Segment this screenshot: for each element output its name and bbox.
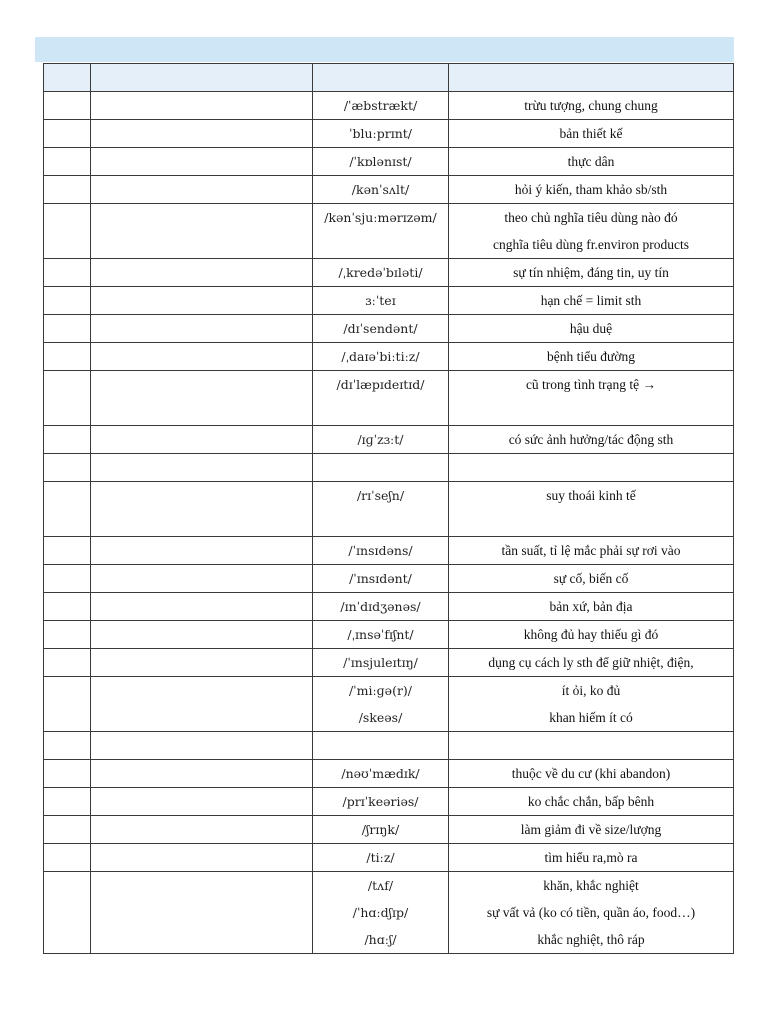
word-cell: [91, 92, 313, 120]
index-cell: [44, 287, 91, 315]
index-cell: [44, 482, 91, 537]
meaning-cell: [449, 816, 734, 844]
word-cell: [91, 343, 313, 371]
meaning-text: dụng cụ cách ly sth để giữ nhiệt, điện,: [488, 655, 694, 670]
table-row: [44, 872, 734, 954]
word-cell: [91, 537, 313, 565]
index-cell: [44, 426, 91, 454]
index-cell: [44, 204, 91, 259]
index-cell: [44, 816, 91, 844]
meaning-cell: [449, 92, 734, 120]
meaning-text: hậu duệ: [569, 321, 613, 336]
ipa-cell: [313, 788, 449, 816]
meaning-text: khan hiếm ít có: [549, 710, 633, 725]
meaning-text: suy thoái kinh tế: [546, 488, 636, 503]
index-cell: [44, 92, 91, 120]
index-cell: [44, 371, 91, 426]
word-cell: [91, 816, 313, 844]
ipa-cell: [313, 816, 449, 844]
index-cell: [44, 844, 91, 872]
meaning-text: [453, 454, 729, 481]
ipa-text: [317, 509, 444, 536]
ipa-cell: [313, 844, 449, 872]
meaning-cell: [449, 677, 734, 732]
ipa-cell: [313, 259, 449, 287]
word-cell: [91, 732, 313, 760]
word-cell: [91, 204, 313, 259]
word-cell: [91, 259, 313, 287]
meaning-text: làm giảm đi về size/lượng: [520, 822, 662, 837]
word-cell: [91, 788, 313, 816]
meaning-cell: [449, 649, 734, 677]
ipa-text: /ˈɪnsɪdənt/: [349, 571, 412, 586]
index-cell: [44, 537, 91, 565]
ipa-text: /skeəs/: [358, 710, 403, 725]
ipa-cell: [313, 343, 449, 371]
index-cell: [44, 872, 91, 954]
meaning-text: [453, 509, 729, 536]
meaning-cell: [449, 148, 734, 176]
index-cell: [44, 454, 91, 482]
index-cell: [44, 565, 91, 593]
header-cell-ipa: [313, 64, 449, 92]
index-cell: [44, 315, 91, 343]
meaning-cell: [449, 204, 734, 259]
meaning-cell: [449, 537, 734, 565]
index-cell: [44, 732, 91, 760]
index-cell: [44, 176, 91, 204]
meaning-cell: [449, 343, 734, 371]
ipa-text: /ˈkɒlənɪst/: [349, 154, 412, 169]
meaning-text: sự vất vả (ko có tiền, quần áo, food…): [486, 905, 696, 920]
table-row: [44, 482, 734, 537]
meaning-cell: [449, 593, 734, 621]
table-row: [44, 732, 734, 760]
ipa-text: [317, 231, 444, 258]
ipa-cell: [313, 204, 449, 259]
word-cell: [91, 593, 313, 621]
word-cell: [91, 426, 313, 454]
meaning-cell: [449, 259, 734, 287]
ipa-text: /hɑːʃ/: [364, 932, 397, 947]
table-row: [44, 426, 734, 454]
word-cell: [91, 677, 313, 732]
meaning-text: hỏi ý kiến, tham khảo sb/sth: [514, 182, 668, 197]
ipa-text: /ˈɪnsɪdəns/: [348, 543, 413, 558]
meaning-cell: [449, 176, 734, 204]
meaning-text: trừu tượng, chung chung: [524, 98, 658, 113]
meaning-text: không đủ hay thiếu gì đó: [523, 627, 659, 642]
meaning-text: [453, 398, 729, 425]
ipa-cell: [313, 677, 449, 732]
ipa-cell: [313, 872, 449, 954]
ipa-text: ɜːˈteɪ: [365, 293, 396, 308]
table-body: [44, 92, 734, 954]
index-cell: [44, 649, 91, 677]
ipa-text: /tʌf/: [367, 878, 394, 893]
meaning-cell: [449, 120, 734, 148]
table-row: [44, 649, 734, 677]
ipa-text: /kənˈsjuːmərɪzəm/: [324, 210, 437, 225]
header-cell-meaning: [449, 64, 734, 92]
word-cell: [91, 371, 313, 426]
index-cell: [44, 120, 91, 148]
ipa-text: /tiːz/: [366, 850, 395, 865]
ipa-cell: [313, 315, 449, 343]
ipa-cell: [313, 732, 449, 760]
meaning-cell: [449, 872, 734, 954]
meaning-text: bản xứ, bản địa: [549, 599, 633, 614]
word-cell: [91, 565, 313, 593]
meaning-cell: [449, 621, 734, 649]
table-header-row: [44, 64, 734, 92]
meaning-cell: [449, 788, 734, 816]
ipa-text: /ˌdaɪəˈbiːtiːz/: [341, 349, 420, 364]
ipa-text: /dɪˈsendənt/: [343, 321, 418, 336]
meaning-cell: [449, 315, 734, 343]
meaning-cell: [449, 844, 734, 872]
table-row: [44, 176, 734, 204]
meaning-cell: [449, 454, 734, 482]
table-row: [44, 204, 734, 259]
table-row: [44, 593, 734, 621]
table-row: [44, 315, 734, 343]
ipa-text: /rɪˈseʃn/: [356, 488, 405, 503]
ipa-text: /ɪnˈdɪdʒənəs/: [340, 599, 421, 614]
table-row: [44, 816, 734, 844]
meaning-text: hạn chế = limit sth: [540, 293, 642, 308]
meaning-text: tìm hiểu ra,mò ra: [544, 850, 638, 865]
meaning-text: cũ trong tình trạng tệ →: [525, 377, 657, 392]
index-cell: [44, 788, 91, 816]
word-cell: [91, 287, 313, 315]
ipa-text: /kənˈsʌlt/: [351, 182, 410, 197]
ipa-text: /dɪˈlæpɪdeɪtɪd/: [336, 377, 425, 392]
meaning-text: có sức ảnh hưởng/tác động sth: [508, 432, 674, 447]
meaning-cell: [449, 371, 734, 426]
meaning-text: sự tín nhiệm, đáng tin, uy tín: [513, 265, 669, 280]
meaning-text: [453, 732, 729, 759]
ipa-cell: [313, 621, 449, 649]
word-cell: [91, 315, 313, 343]
table-row: [44, 565, 734, 593]
index-cell: [44, 148, 91, 176]
meaning-cell: [449, 482, 734, 537]
index-cell: [44, 343, 91, 371]
meaning-text: thực dân: [567, 154, 615, 169]
meaning-text: theo chủ nghĩa tiêu dùng nào đó: [504, 210, 678, 225]
word-cell: [91, 649, 313, 677]
table-row: [44, 621, 734, 649]
index-cell: [44, 259, 91, 287]
word-cell: [91, 176, 313, 204]
ipa-cell: [313, 565, 449, 593]
index-cell: [44, 593, 91, 621]
meaning-text: cnghĩa tiêu dùng fr.environ products: [492, 237, 690, 252]
word-cell: [91, 120, 313, 148]
header-cell-word: [91, 64, 313, 92]
meaning-text: ko chắc chắn, bấp bênh: [527, 794, 655, 809]
meaning-text: sự cố, biến cố: [553, 571, 629, 586]
word-cell: [91, 760, 313, 788]
table-row: [44, 844, 734, 872]
ipa-cell: [313, 176, 449, 204]
ipa-cell: [313, 148, 449, 176]
table-row: [44, 760, 734, 788]
meaning-text: khăn, khắc nghiệt: [543, 878, 639, 893]
ipa-cell: [313, 120, 449, 148]
ipa-text: /ʃrɪŋk/: [361, 822, 400, 837]
ipa-cell: [313, 426, 449, 454]
ipa-cell: [313, 649, 449, 677]
ipa-cell: [313, 454, 449, 482]
title-band: [35, 37, 734, 62]
ipa-cell: [313, 593, 449, 621]
index-cell: [44, 760, 91, 788]
word-cell: [91, 148, 313, 176]
table-row: [44, 92, 734, 120]
table-row: [44, 677, 734, 732]
meaning-text: thuộc về du cư (khi abandon): [511, 766, 671, 781]
table-row: [44, 371, 734, 426]
word-cell: [91, 454, 313, 482]
ipa-cell: [313, 287, 449, 315]
table-row: [44, 148, 734, 176]
ipa-cell: [313, 760, 449, 788]
meaning-text: bản thiết kế: [559, 126, 623, 141]
vocabulary-table: [43, 63, 734, 954]
ipa-text: /ˈæbstrækt/: [343, 98, 418, 113]
table-row: [44, 454, 734, 482]
table-row: [44, 259, 734, 287]
word-cell: [91, 482, 313, 537]
ipa-text: /ˈmiːɡə(r)/: [348, 683, 413, 698]
ipa-text: [317, 732, 444, 759]
ipa-cell: [313, 537, 449, 565]
meaning-text: tần suất, tỉ lệ mắc phải sự rơi vào: [501, 543, 681, 558]
table-row: [44, 788, 734, 816]
ipa-text: [317, 398, 444, 425]
meaning-cell: [449, 732, 734, 760]
meaning-cell: [449, 426, 734, 454]
ipa-text: [317, 454, 444, 481]
ipa-text: /ˌɪnsəˈfɪʃnt/: [347, 627, 414, 642]
index-cell: [44, 677, 91, 732]
word-cell: [91, 872, 313, 954]
table-row: [44, 120, 734, 148]
header-cell-index: [44, 64, 91, 92]
meaning-cell: [449, 760, 734, 788]
meaning-text: bệnh tiểu đường: [547, 349, 635, 364]
meaning-text: ít ỏi, ko đủ: [561, 683, 621, 698]
table-row: [44, 287, 734, 315]
ipa-cell: [313, 371, 449, 426]
ipa-text: /ˈɪnsjuleɪtɪŋ/: [343, 655, 418, 670]
ipa-text: /ˈhɑːdʃɪp/: [352, 905, 409, 920]
table-row: [44, 537, 734, 565]
meaning-cell: [449, 565, 734, 593]
word-cell: [91, 844, 313, 872]
ipa-text: /ɪɡˈzɜːt/: [357, 432, 404, 447]
ipa-cell: [313, 92, 449, 120]
ipa-text: /prɪˈkeəriəs/: [342, 794, 419, 809]
ipa-cell: [313, 482, 449, 537]
word-cell: [91, 621, 313, 649]
meaning-cell: [449, 287, 734, 315]
table-row: [44, 343, 734, 371]
ipa-text: /ˌkredəˈbɪləti/: [338, 265, 423, 280]
ipa-text: ˈbluːprɪnt/: [349, 126, 412, 141]
index-cell: [44, 621, 91, 649]
ipa-text: /nəʊˈmædɪk/: [341, 766, 420, 781]
meaning-text: khắc nghiệt, thô ráp: [537, 932, 645, 947]
